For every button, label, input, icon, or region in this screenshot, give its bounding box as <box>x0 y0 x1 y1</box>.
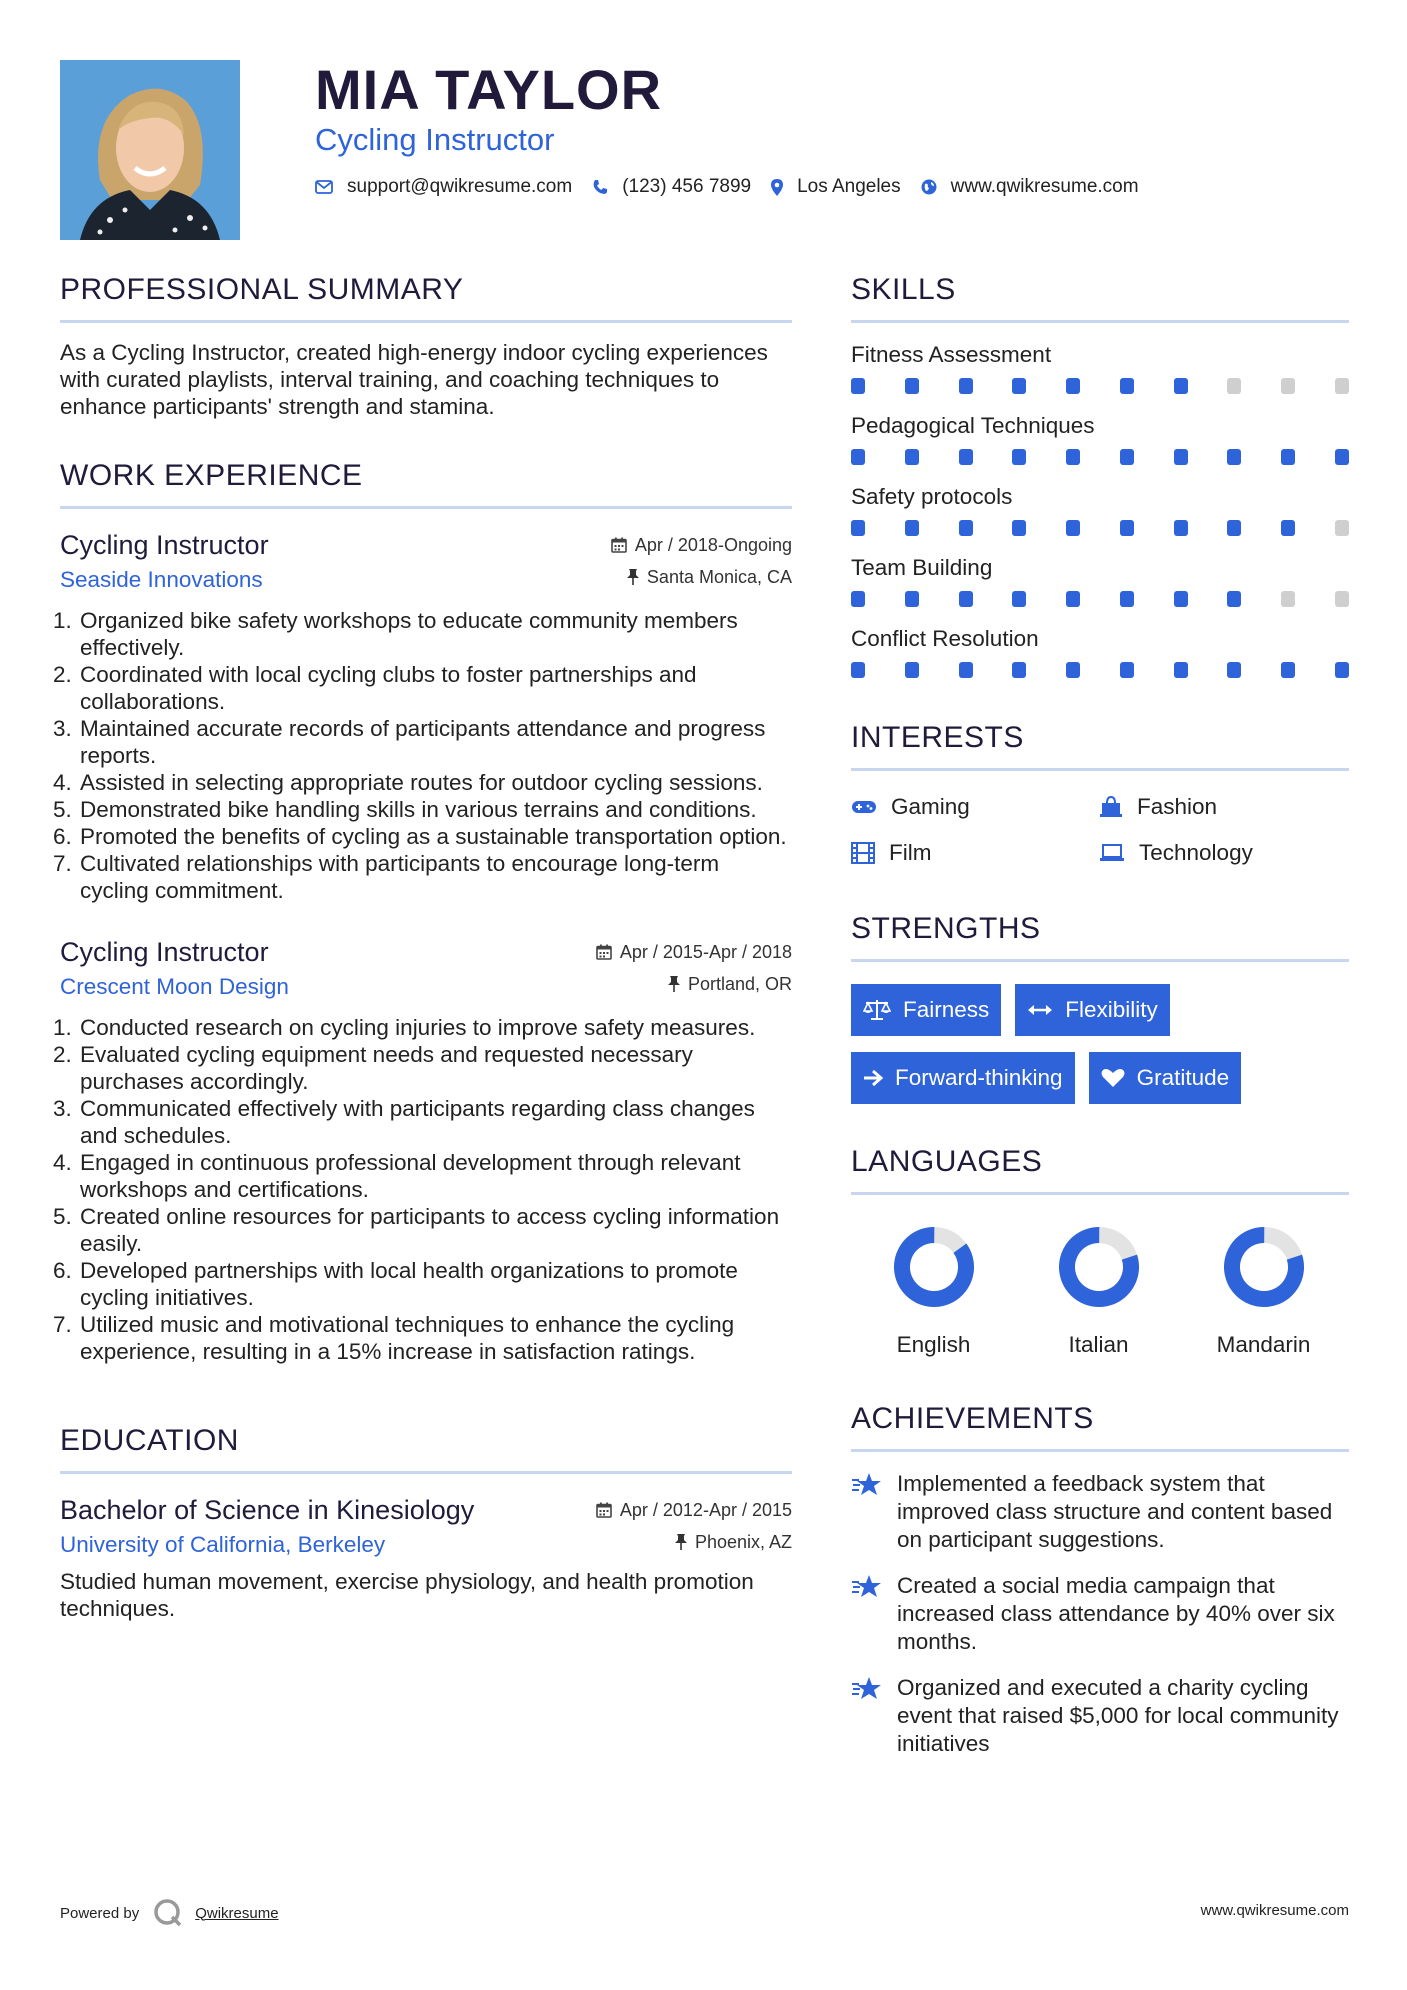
skills-heading: SKILLS <box>851 270 1349 323</box>
achievement-item <box>851 1470 1349 1554</box>
skill-dot-filled <box>1227 662 1241 678</box>
skill-dot-filled <box>905 591 919 607</box>
skill-dot-filled <box>1174 520 1188 536</box>
contact-phone[interactable] <box>592 176 751 198</box>
skill-dot-filled <box>1066 378 1080 394</box>
skill-dot-filled <box>1066 520 1080 536</box>
contact-bar <box>315 176 1159 198</box>
strength-label: Gratitude <box>1136 1065 1230 1090</box>
job-bullet: 4. Engaged in continuous professional development through relevant workshops and certifications. <box>78 1149 792 1203</box>
skill-dot-filled <box>1120 378 1134 394</box>
job-company: Seaside Innovations <box>60 567 263 592</box>
language-item <box>851 1223 1016 1359</box>
interest-item <box>1099 837 1349 869</box>
calendar-icon <box>596 944 612 960</box>
job-bullets <box>60 1014 792 1365</box>
envelope-icon <box>315 180 333 194</box>
work-heading: WORK EXPERIENCE <box>60 456 792 509</box>
contact-email-text: support@qwikresume.com <box>347 176 573 197</box>
job-bullet: 1. Conducted research on cycling injuries to improve safety measures. <box>78 1014 792 1041</box>
skill-name: Safety protocols <box>851 484 1013 509</box>
skill-dot-filled <box>1066 449 1080 465</box>
education-description: Studied human movement, exercise physiology, and health promotion techniques. <box>60 1569 754 1621</box>
education-school: University of California, Berkeley <box>60 1532 386 1557</box>
interest-label: Fashion <box>1137 794 1218 819</box>
job-dates: Apr / 2015-Apr / 2018 <box>619 942 792 962</box>
job-bullet: 1. Organized bike safety workshops to educate community members effectively. <box>78 607 792 661</box>
contact-location-text: Los Angeles <box>797 176 901 197</box>
language-donut <box>1055 1223 1143 1311</box>
interest-item <box>851 837 1099 869</box>
skill-dot-filled <box>851 449 865 465</box>
interests-section <box>851 718 1349 869</box>
skill-dot-filled <box>1066 591 1080 607</box>
skill-dot-filled <box>1120 449 1134 465</box>
job-bullet: 7. Utilized music and motivational techniques to enhance the cycling experience, resulting in a 15% increase in satisfaction ratings. <box>78 1311 792 1365</box>
skill-dot-filled <box>1174 662 1188 678</box>
contact-website-text: www.qwikresume.com <box>950 176 1139 197</box>
footer-powered <box>60 1898 279 1928</box>
skill-dot-filled <box>851 520 865 536</box>
pushpin-icon <box>675 1534 687 1550</box>
job-bullet: 3. Communicated effectively with participants regarding class changes and schedules. <box>78 1095 792 1149</box>
skill-dot-filled <box>959 520 973 536</box>
strength-tag <box>851 1052 1075 1104</box>
job-bullet: 6. Promoted the benefits of cycling as a sustainable transportation option. <box>78 823 792 850</box>
skill-dot-filled <box>1335 662 1349 678</box>
achievement-item <box>851 1674 1349 1758</box>
job-dates: Apr / 2018-Ongoing <box>634 535 792 555</box>
globe-icon <box>921 179 937 195</box>
qwikresume-logo-icon <box>153 1898 183 1928</box>
laptop-icon <box>1099 843 1125 863</box>
contact-phone-text: (123) 456 7899 <box>622 176 752 197</box>
skills-section <box>851 270 1349 678</box>
skill-dot-filled <box>1281 520 1295 536</box>
skill-dot-filled <box>1227 520 1241 536</box>
job-bullet: 5. Demonstrated bike handling skills in various terrains and conditions. <box>78 796 792 823</box>
summary-text: As a Cycling Instructor, created high-energy indoor cycling experiences with curated playlists, interval training, and coaching techniques to enhance participants' strength and stamina. <box>60 340 768 419</box>
skill-item <box>851 625 1349 678</box>
skill-dot-filled <box>1066 662 1080 678</box>
education-degree: Bachelor of Science in Kinesiology <box>60 1495 475 1525</box>
job-company: Crescent Moon Design <box>60 974 289 999</box>
qwikresume-link[interactable]: Qwikresume <box>195 1904 279 1922</box>
arrow-right-icon <box>863 1069 883 1087</box>
skill-name: Pedagogical Techniques <box>851 413 1095 438</box>
job-location: Portland, OR <box>687 974 792 994</box>
calendar-icon <box>596 1502 612 1518</box>
gamepad-icon <box>851 798 877 816</box>
footer-site[interactable]: www.qwikresume.com <box>1200 1902 1349 1919</box>
education-location: Phoenix, AZ <box>694 1532 792 1552</box>
skill-dot-filled <box>1120 591 1134 607</box>
powered-by-text: Powered by <box>60 1904 140 1922</box>
languages-heading: LANGUAGES <box>851 1142 1349 1195</box>
interest-item <box>851 791 1099 823</box>
star-icon <box>851 1472 883 1498</box>
skill-dot-filled <box>905 520 919 536</box>
skill-rating <box>851 662 1349 678</box>
job-entry <box>60 527 792 904</box>
skill-item <box>851 412 1349 465</box>
education-entry <box>60 1492 792 1622</box>
education-section <box>60 1421 792 1622</box>
language-donut <box>1220 1223 1308 1311</box>
skill-dot-empty <box>1227 378 1241 394</box>
pushpin-icon <box>668 976 680 992</box>
job-bullet: 6. Developed partnerships with local health organizations to promote cycling initiatives. <box>78 1257 792 1311</box>
skill-dot-filled <box>1227 449 1241 465</box>
interests-heading: INTERESTS <box>851 718 1349 771</box>
summary-heading: PROFESSIONAL SUMMARY <box>60 270 792 323</box>
phone-icon <box>592 179 608 195</box>
strengths-section <box>851 909 1349 1120</box>
skill-rating <box>851 449 1349 465</box>
pushpin-icon <box>627 569 639 585</box>
skill-item <box>851 341 1349 394</box>
job-bullet: 2. Coordinated with local cycling clubs to foster partnerships and collaborations. <box>78 661 792 715</box>
skill-dot-filled <box>1012 662 1026 678</box>
film-icon <box>851 842 875 864</box>
skill-dot-filled <box>905 449 919 465</box>
skill-dot-filled <box>905 378 919 394</box>
skill-name: Team Building <box>851 555 993 580</box>
skill-dot-filled <box>1174 591 1188 607</box>
job-title: Cycling Instructor <box>60 530 269 560</box>
skill-dot-filled <box>1012 378 1026 394</box>
job-bullet: 2. Evaluated cycling equipment needs and requested necessary purchases accordingly. <box>78 1041 792 1095</box>
skill-dot-filled <box>959 591 973 607</box>
interest-item <box>1099 791 1349 823</box>
strength-tag <box>1089 1052 1242 1104</box>
job-bullet: 5. Created online resources for participants to access cycling information easily. <box>78 1203 792 1257</box>
education-dates: Apr / 2012-Apr / 2015 <box>619 1500 792 1520</box>
contact-website[interactable] <box>921 176 1139 198</box>
skill-name: Conflict Resolution <box>851 626 1039 651</box>
skill-dot-filled <box>1120 662 1134 678</box>
work-section <box>60 456 792 1365</box>
balance-scale-icon <box>863 999 891 1021</box>
strength-tag <box>851 984 1001 1036</box>
skill-rating <box>851 591 1349 607</box>
achievement-text: Organized and executed a charity cycling event that raised $5,000 for local community initiatives <box>897 1675 1339 1756</box>
contact-location <box>771 176 901 198</box>
interest-label: Film <box>889 840 932 865</box>
languages-list <box>851 1223 1349 1359</box>
skill-rating <box>851 378 1349 394</box>
summary-section <box>60 270 792 420</box>
skill-dot-filled <box>1012 591 1026 607</box>
left-column <box>60 270 792 1622</box>
interest-label: Gaming <box>891 794 970 819</box>
achievement-text: Created a social media campaign that increased class attendance by 40% over six months. <box>897 1573 1335 1654</box>
language-donut <box>890 1223 978 1311</box>
skill-item <box>851 554 1349 607</box>
skill-item <box>851 483 1349 536</box>
achievements-heading: ACHIEVEMENTS <box>851 1399 1349 1452</box>
skill-dot-filled <box>851 591 865 607</box>
map-pin-icon <box>771 179 783 196</box>
language-item <box>1016 1223 1181 1359</box>
skill-dot-filled <box>1227 591 1241 607</box>
job-entry <box>60 934 792 1365</box>
achievement-text: Implemented a feedback system that improved class structure and content based on participant suggestions. <box>897 1471 1333 1552</box>
skill-dot-filled <box>1281 449 1295 465</box>
achievement-item <box>851 1572 1349 1656</box>
skill-dot-filled <box>1012 520 1026 536</box>
skills-list <box>851 341 1349 678</box>
job-title: Cycling Instructor <box>60 937 269 967</box>
interest-label: Technology <box>1139 840 1253 865</box>
skill-dot-filled <box>1281 662 1295 678</box>
skill-dot-filled <box>1120 520 1134 536</box>
right-column <box>851 270 1349 1758</box>
skill-dot-filled <box>1012 449 1026 465</box>
heart-icon <box>1101 1068 1125 1088</box>
skill-dot-filled <box>851 662 865 678</box>
calendar-icon <box>611 537 627 553</box>
skill-dot-filled <box>905 662 919 678</box>
skill-rating <box>851 520 1349 536</box>
skill-dot-empty <box>1281 591 1295 607</box>
skill-dot-filled <box>1174 449 1188 465</box>
skill-dot-filled <box>851 378 865 394</box>
contact-email[interactable] <box>315 176 572 198</box>
language-name: English <box>896 1332 971 1357</box>
language-item <box>1181 1223 1346 1359</box>
language-name: Mandarin <box>1216 1332 1311 1357</box>
skill-dot-empty <box>1335 591 1349 607</box>
star-icon <box>851 1676 883 1702</box>
skill-dot-empty <box>1281 378 1295 394</box>
skill-dot-filled <box>959 662 973 678</box>
job-bullet: 3. Maintained accurate records of participants attendance and progress reports. <box>78 715 792 769</box>
skill-dot-empty <box>1335 520 1349 536</box>
skill-dot-filled <box>959 449 973 465</box>
job-location: Santa Monica, CA <box>646 567 792 587</box>
strength-tag <box>1015 984 1170 1036</box>
candidate-title: Cycling Instructor <box>315 122 555 157</box>
education-heading: EDUCATION <box>60 1421 792 1474</box>
languages-section <box>851 1142 1349 1359</box>
job-bullet: 4. Assisted in selecting appropriate routes for outdoor cycling sessions. <box>78 769 792 796</box>
strength-label: Flexibility <box>1065 997 1158 1022</box>
strength-label: Forward-thinking <box>895 1065 1063 1090</box>
skill-dot-filled <box>959 378 973 394</box>
skill-name: Fitness Assessment <box>851 342 1052 367</box>
strengths-heading: STRENGTHS <box>851 909 1349 962</box>
skill-dot-filled <box>1174 378 1188 394</box>
skill-dot-empty <box>1335 378 1349 394</box>
profile-photo <box>60 60 240 240</box>
language-donut-fill <box>890 1223 978 1311</box>
candidate-name: MIA TAYLOR <box>315 58 663 121</box>
shopping-bag-icon <box>1099 796 1123 818</box>
star-icon <box>851 1574 883 1600</box>
strength-label: Fairness <box>903 997 990 1022</box>
skill-dot-filled <box>1335 449 1349 465</box>
achievements-section <box>851 1399 1349 1758</box>
job-bullet: 7. Cultivated relationships with participants to encourage long-term cycling commitment. <box>78 850 792 904</box>
job-bullets <box>60 607 792 904</box>
arrows-horizontal-icon <box>1027 1003 1053 1017</box>
language-name: Italian <box>1068 1332 1129 1357</box>
